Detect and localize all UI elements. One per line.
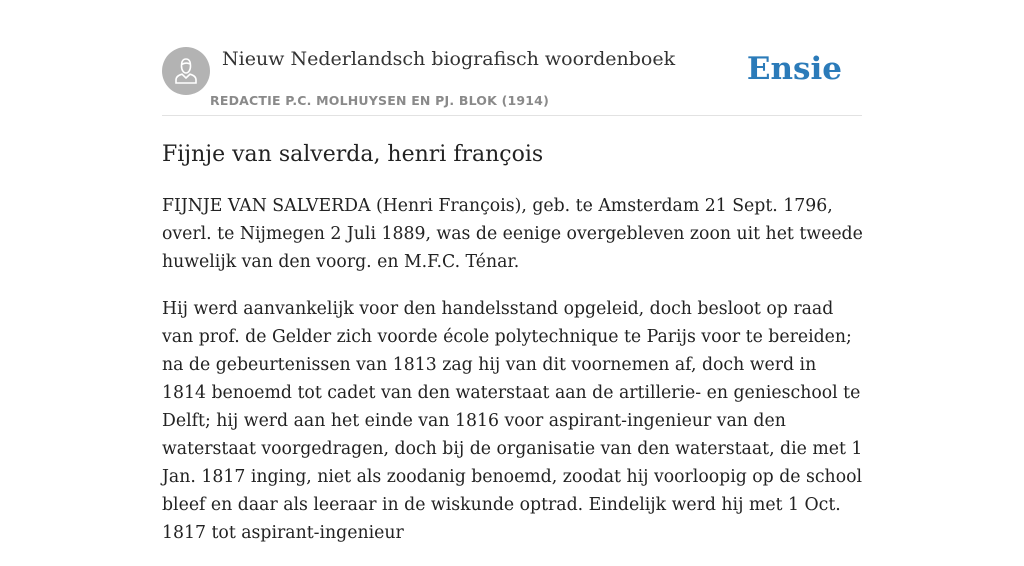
source-title[interactable]: Nieuw Nederlandsch biografisch woordenboek [222, 48, 676, 70]
entry-paragraph: Hij werd aanvankelijk voor den handelsstand opgeleid, doch besloot op raad van prof. de Gelder zich voorde école polytechnique te Parijs voor te bereiden; na de gebeurtenissen van 1813 zag hij van dit voornemen af, doch werd in 1814 benoemd tot cadet van den waterstaat aan de artillerie- en genieschool te Delft; hij werd aan het einde van 1816 voor aspirant-ingenieur van den waterstaat voorgedragen, doch bij de organisatie van den waterstaat, die met 1 Jan. 1817 inging, niet als zoodanig benoemd, zoodat hij voorloopig op de school bleef en daar als leeraar in de wiskunde optrad. Eindelijk werd hij met 1 Oct. 1817 tot aspirant-ingenieur [162, 299, 863, 543]
entry-title: Fijnje van salverda, henri françois [162, 142, 544, 167]
user-icon [162, 47, 210, 95]
entry-body [162, 192, 864, 566]
ensie-logo[interactable]: Ensie [746, 51, 842, 87]
source-header [162, 47, 862, 115]
source-editors: REDACTIE P.C. MOLHUYSEN EN PJ. BLOK (1914) [210, 93, 549, 108]
avatar [162, 47, 210, 95]
header-divider [162, 115, 862, 116]
entry-paragraph: FIJNJE VAN SALVERDA (Henri François), geb. te Amsterdam 21 Sept. 1796, overl. te Nijmegen 2 Juli 1889, was de eenige overgebleven zoon uit het tweede huwelijk van den voorg. en M.F.C. Ténar. [162, 196, 863, 272]
